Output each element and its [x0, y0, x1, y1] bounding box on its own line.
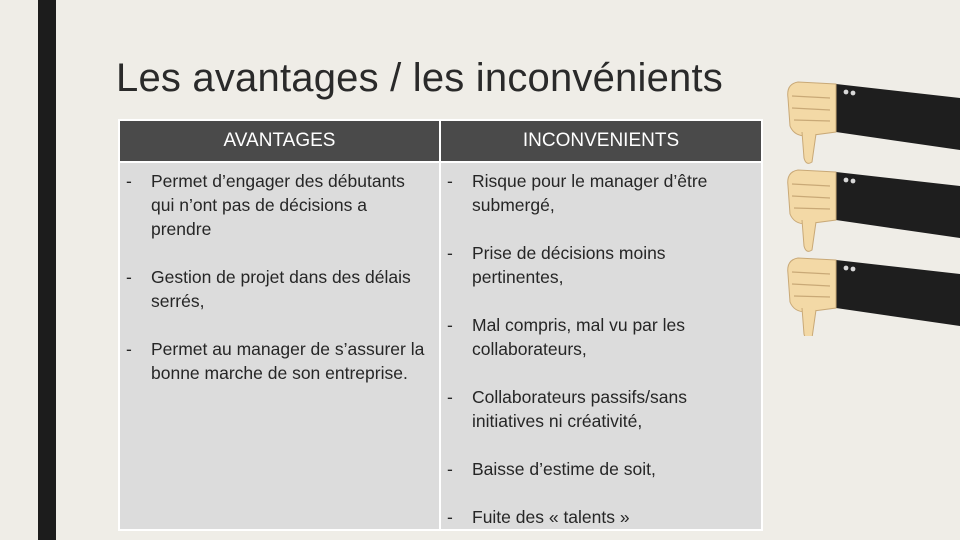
bullet-dash: -: [447, 171, 453, 191]
list-item: [126, 337, 427, 385]
pros-cons-table: [118, 119, 763, 531]
list-item: [447, 385, 749, 433]
list-item-text: Gestion de projet dans des délais serrés,: [151, 267, 411, 311]
thumb-down-icon: [788, 258, 960, 336]
bullet-dash: -: [447, 507, 453, 527]
bullet-dash: -: [126, 171, 132, 191]
list-item: [447, 169, 749, 217]
accent-bar: [38, 0, 56, 540]
three-thumbs-down-illustration: [780, 76, 960, 336]
advantages-cell: [119, 162, 440, 530]
thumb-down-icon: [788, 82, 960, 163]
list-item-text: Permet au manager de s’assurer la bonne marche de son entreprise.: [151, 339, 425, 383]
list-item: [126, 169, 427, 241]
bullet-dash: -: [447, 243, 453, 263]
list-item-text: Collaborateurs passifs/sans initiatives ni créativité,: [472, 387, 687, 431]
list-item: [126, 265, 427, 313]
slide-title: Les avantages / les inconvénients: [116, 56, 723, 100]
thumb-down-icon: [788, 170, 960, 251]
disadvantages-list: [441, 163, 761, 529]
list-item-text: Risque pour le manager d’être submergé,: [472, 171, 708, 215]
list-item: [447, 241, 749, 289]
disadvantages-cell: [440, 162, 762, 530]
bullet-dash: -: [126, 267, 132, 287]
list-item: [447, 313, 749, 361]
list-item-text: Prise de décisions moins pertinentes,: [472, 243, 666, 287]
list-item: [447, 457, 749, 481]
bullet-dash: -: [126, 339, 132, 359]
bullet-dash: -: [447, 315, 453, 335]
list-item-text: Fuite des « talents »: [472, 507, 630, 527]
table-header-row: [119, 120, 762, 162]
list-item-text: Mal compris, mal vu par les collaborateurs,: [472, 315, 685, 359]
table-row: [119, 162, 762, 530]
list-item-text: Baisse d’estime de soit,: [472, 459, 656, 479]
disadvantages-header: INCONVENIENTS: [440, 120, 762, 162]
bullet-dash: -: [447, 459, 453, 479]
bullet-dash: -: [447, 387, 453, 407]
advantages-header: AVANTAGES: [119, 120, 440, 162]
list-item: [447, 505, 749, 529]
advantages-list: [120, 163, 439, 385]
list-item-text: Permet d’engager des débutants qui n’ont pas de décisions a prendre: [151, 171, 405, 239]
